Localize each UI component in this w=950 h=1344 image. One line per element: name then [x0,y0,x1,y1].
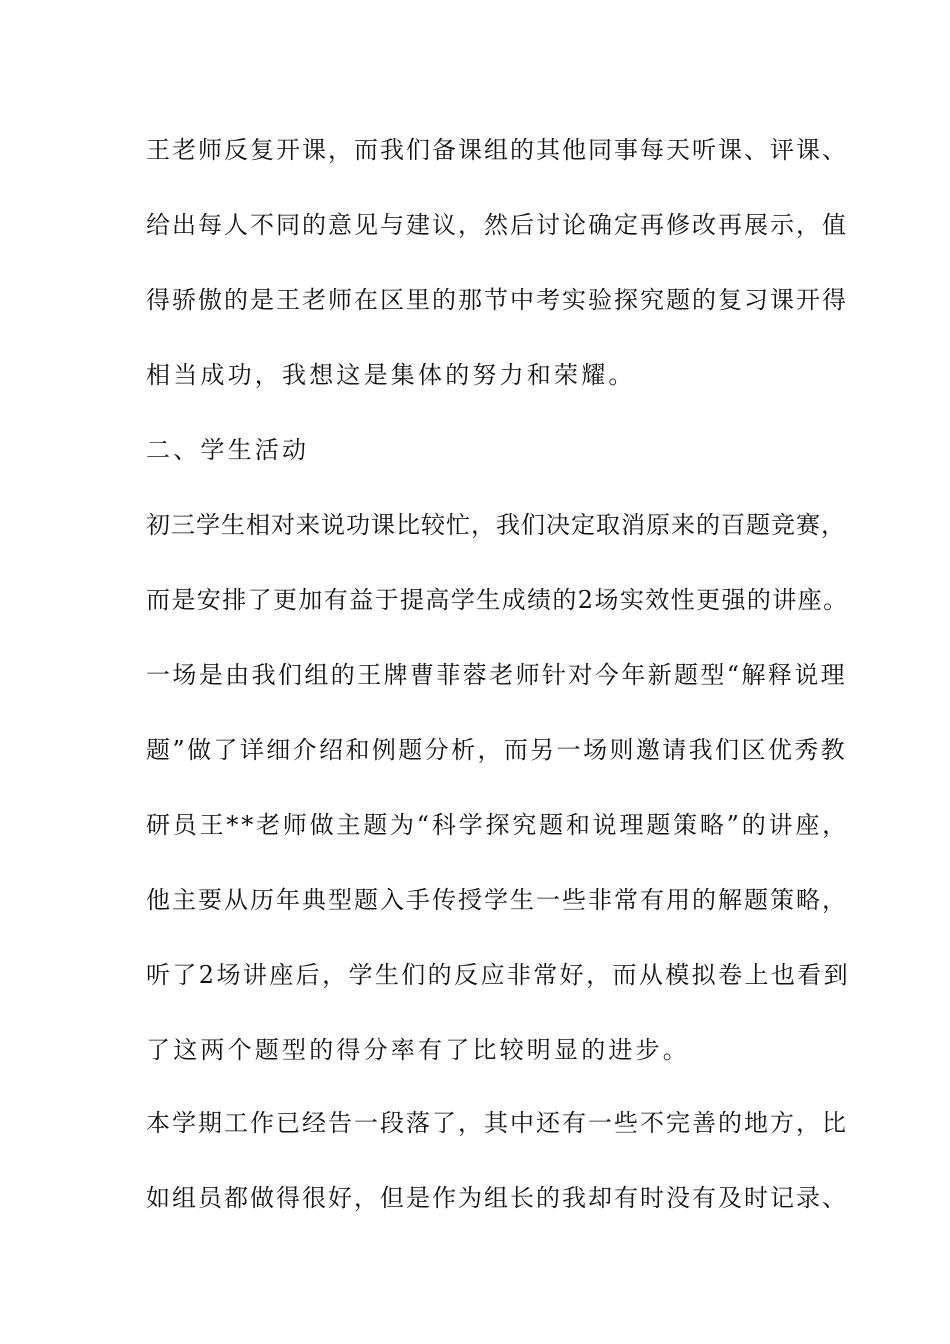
paragraph-line: 题”做了详细介绍和例题分析，而另一场则邀请我们区优秀教 [146,736,848,764]
paragraph-line: 本学期工作已经告一段落了，其中还有一些不完善的地方，比 [146,1109,848,1137]
paragraph-line: 给出每人不同的意见与建议，然后讨论确定再修改再展示，值 [146,211,848,239]
paragraph-line: 研员王**老师做主题为“科学探究题和说理题策略”的讲座， [146,811,849,839]
section-heading: 二、学生活动 [146,436,310,464]
paragraph-line: 如组员都做得很好，但是作为组长的我却有时没有及时记录、 [146,1184,848,1212]
paragraph-line: 一场是由我们组的王牌曹菲蓉老师针对今年新题型“解释说理 [146,661,848,689]
paragraph-line: 听了2场讲座后，学生们的反应非常好，而从模拟卷上也看到 [146,961,851,989]
paragraph-line: 得骄傲的是王老师在区里的那节中考实验探究题的复习课开得 [146,286,848,314]
paragraph-line: 初三学生相对来说功课比较忙，我们决定取消原来的百题竞赛， [146,511,846,539]
paragraph-line: 他主要从历年典型题入手传授学生一些非常有用的解题策略， [146,886,848,914]
paragraph-line: 王老师反复开课，而我们备课组的其他同事每天听课、评课、 [146,136,848,164]
paragraph-line: 了这两个题型的得分率有了比较明显的进步。 [146,1036,690,1064]
paragraph-line: 而是安排了更加有益于提高学生成绩的2场实效性更强的讲座。 [146,586,849,614]
paragraph-line: 相当成功，我想这是集体的努力和荣耀。 [146,361,636,389]
